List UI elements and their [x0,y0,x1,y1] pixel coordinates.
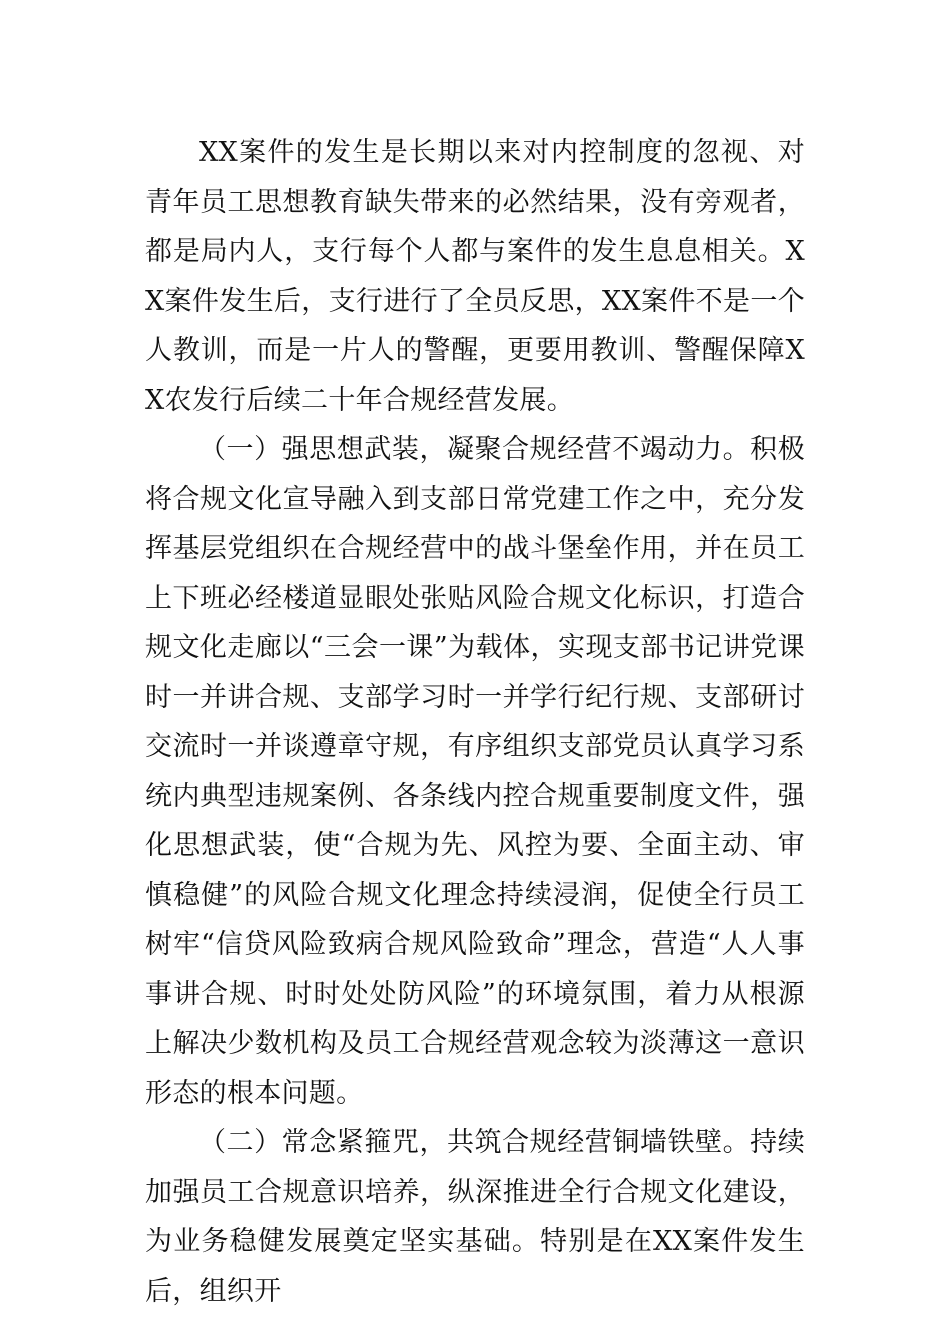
paragraph-case-reflection: XX案件的发生是长期以来对内控制度的忽视、对青年员工思想教育缺失带来的必然结果，没有旁观者，都是局内人，支行每个人都与案件的发生息息相关。XX案件发生后，支行进行了全员反思，XX案件不是一个人教训，而是一片人的警醒，更要用教训、警醒保障XX农发行后续二十年合规经营发展。 [145,137,805,416]
document-body [145,128,805,1316]
paragraph-section-two: （二）常念紧箍咒，共筑合规经营铜墙铁壁。持续加强员工合规意识培养，纵深推进全行合规文化建设，为业务稳健发展奠定坚实基础。特别是在XX案件发生后，组织开 [145,1127,805,1307]
paragraph-section-one: （一）强思想武装，凝聚合规经营不竭动力。积极将合规文化宣导融入到支部日常党建工作之中，充分发挥基层党组织在合规经营中的战斗堡垒作用，并在员工上下班必经楼道显眼处张贴风险合规文化标识，打造合规文化走廊以“三会一课”为载体，实现支部书记讲党课时一并讲合规、支部学习时一并学行纪行规、支部研讨交流时一并谈遵章守规，有序组织支部党员认真学习系统内典型违规案例、各条线内控合规重要制度文件，强化思想武装，使“合规为先、风控为要、全面主动、审慎稳健”的风险合规文化理念持续浸润，促使全行员工树牢“信贷风险致病合规风险致命”理念，营造“人人事事讲合规、时时处处防风险”的环境氛围，着力从根源上解决少数机构及员工合规经营观念较为淡薄这一意识形态的根本问题。 [145,434,805,1109]
